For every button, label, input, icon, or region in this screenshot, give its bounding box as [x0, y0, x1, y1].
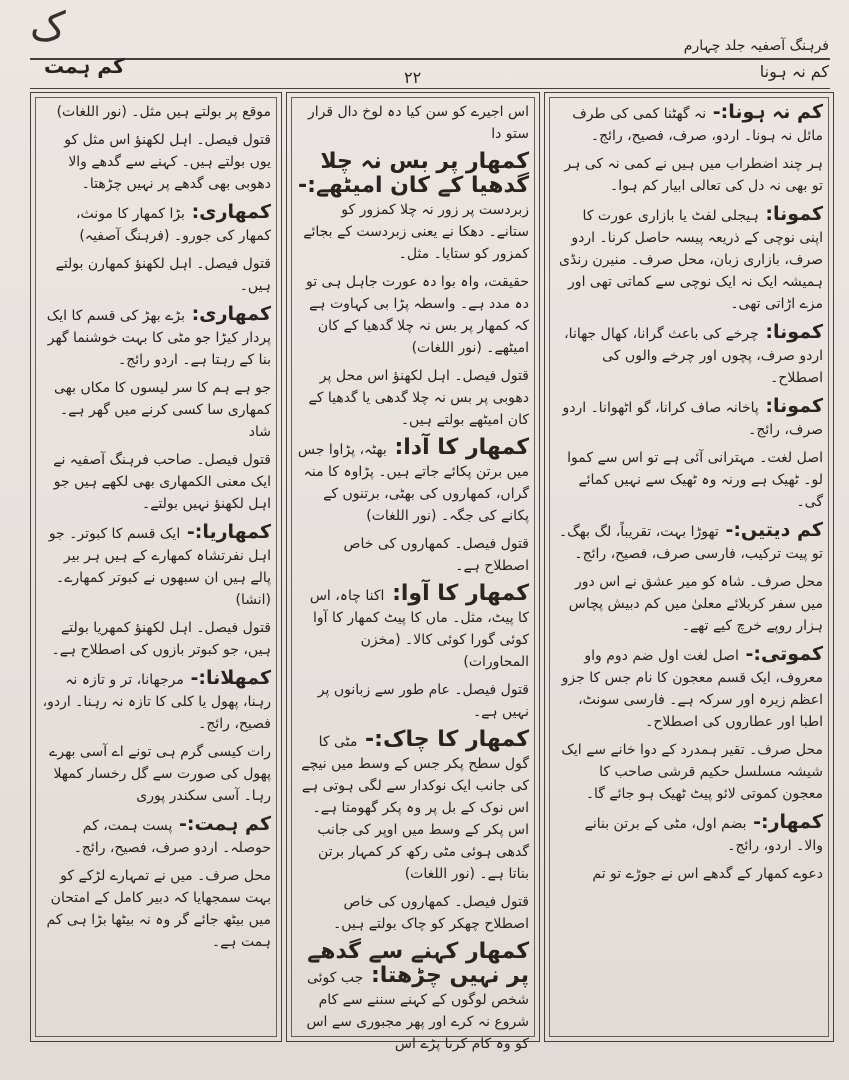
entry-headword: کمھار:- — [746, 811, 823, 833]
dictionary-entry — [297, 729, 529, 885]
dictionary-entry — [41, 101, 271, 123]
header-first-entry: کم نہ ہونا — [759, 62, 829, 81]
dictionary-entry — [41, 449, 271, 515]
entry-text: تھوڑا بہت، تقریباً، لگ بھگ۔ تو پیت ترکیب، فارسی صرف، فصیح، رائج۔ — [558, 524, 823, 562]
entry-text: بھٹہ، پڑاوا جس میں برتن پکائے جاتے ہیں۔ پڑاوہ کا منہ گراں، کمھاروں کی بھٹی، برتنوں کے پکانے کی جگہ۔ (نور اللغات) — [297, 442, 529, 524]
entry-headword: کم دیتیں:- — [718, 519, 823, 541]
dictionary-entry — [555, 519, 823, 565]
column-right — [544, 92, 834, 1042]
dictionary-entry — [297, 941, 529, 1055]
dictionary-entry — [555, 863, 823, 885]
dictionary-entry — [297, 437, 529, 527]
entry-text: قتول فیصل۔ کمھاروں کی خاص اصطلاح چھکر کو چاک بولتے ہیں۔ — [333, 894, 529, 932]
entry-text: محل صرف۔ میں نے تمہارے لڑکے کو بہت سمجھایا کہ دبیر کامل کے امتحان میں بیٹھ جائے گر وہ نہ بیٹھا بڑا ہی کم ہمت ہے۔ — [46, 868, 271, 950]
entry-headword: کم ہمت:- — [172, 813, 271, 835]
entry-headword: کموتی:- — [738, 643, 823, 665]
entry-text: اس اجیرے کو سن کیا دہ لوخ دال قرار ستو دا — [307, 104, 529, 142]
entry-headword: کمھاریا:- — [180, 521, 271, 543]
dictionary-entry — [297, 533, 529, 577]
entry-text: مٹی کا گول سطح پکر جس کے وسط میں نیچے کی جانب ایک نوکدار سے لگی ہوتی ہے اس نوک کے بل پر وہ پکر گھومتا ہے۔ اس پکر کے وسط میں اوپر کی جانب گدھی ہوئی مٹی رکھ کر کمہار برتن بناتا ہے۔ (نور اللغات) — [301, 734, 529, 882]
dictionary-entry — [555, 739, 823, 805]
dictionary-entry — [555, 153, 823, 197]
entry-text: پاخانہ صاف کرانا، گو اٹھوانا۔ اردو صرف، رائج۔ — [562, 400, 823, 438]
dictionary-entry — [297, 891, 529, 935]
entry-text: قتول فیصل۔ اہل لکھنؤ اس محل پر دھوبی پر بس نہ چلا گدھی یا گدھیا کے کان امیٹھے بولتے ہیں۔ — [308, 368, 529, 428]
page-number: ۲۲ — [404, 68, 422, 87]
dictionary-entry — [297, 365, 529, 431]
entry-headword: کمھاری: — [184, 303, 271, 325]
entry-headword: کمھار کا آوا: — [384, 581, 529, 606]
dictionary-entry — [555, 447, 823, 513]
dictionary-entry — [555, 101, 823, 147]
entry-headword: کمونا: — [758, 321, 823, 343]
entry-text: قتول فیصل۔ عام طور سے زبانوں پر نہیں ہے۔ — [317, 682, 529, 720]
dictionary-entry — [297, 151, 529, 265]
dictionary-entry — [297, 583, 529, 673]
dictionary-entry — [555, 321, 823, 389]
dictionary-entry — [41, 865, 271, 953]
entry-text: قتول فیصل۔ اہل لکھنؤ کمھریا بولتے ہیں، جو کبوتر بازوں کی اصطلاح ہے۔ — [51, 620, 271, 658]
dictionary-entry — [297, 101, 529, 145]
section-letter: ک — [30, 4, 66, 50]
entry-text: قتول فیصل۔ کمھاروں کی خاص اصطلاح ہے۔ — [343, 536, 529, 574]
dictionary-entry — [297, 271, 529, 359]
entry-headword: کم نہ ہونا:- — [706, 101, 823, 123]
entry-text: قتول فیصل۔ اہل لکھنؤ اس مثل کو یوں بولتے ہیں۔ کہنے سے گدھے والا دھوبی بھی گدھے پر نہیں چڑھتا۔ — [64, 132, 271, 192]
entry-text: محل صرف۔ شاہ کو میر عشق نے اس دور میں سفر کربلائے معلیٰ میں کم دبیش پچاس ہزار روپے خرچ کیے تھے۔ — [568, 574, 823, 634]
dictionary-entry — [41, 201, 271, 247]
entry-text: نہ گھٹنا کمی کی طرف مائل نہ ہونا۔ اردو، صرف، فصیح، رائج۔ — [572, 106, 823, 144]
entry-text: اکنا چاہ، اس کا پیٹ، مثل۔ ماں کا پیٹ کمھار کا آوا کوئی گورا کوئی کالا۔ (مخزن المحاورات) — [309, 588, 529, 670]
entries-middle — [297, 101, 529, 1052]
entry-text: زبردست پر زور نہ چلا کمزور کو ستانے۔ دھکا نے یعنی زبردست کے بجائے کمزور کو ستایا۔ مثل۔ — [303, 202, 529, 262]
entry-text: قتول فیصل۔ صاحب فرہنگ آصفیہ نے ایک معنی الکمھاری بھی لکھے ہیں جو اہل لکھنؤ نہیں بولتے۔ — [53, 452, 271, 512]
column-left — [30, 92, 282, 1042]
entry-text: ہر چند اضطراب میں ہیں نے کمی نہ کی ہر تو بھی نہ دل کی تعالی ابیار کم ہوا۔ — [564, 156, 823, 194]
dictionary-entry — [41, 303, 271, 371]
column-middle — [286, 92, 540, 1052]
entry-text: ہیجلی لفٹ یا بازاری عورت کا اپنی نوچی کے ذریعہ پیسہ حاصل کرنا۔ اردو صرف، بازاری زبان، محل صرف۔ منیرن رنڈی ہمیشہ ایک نہ ایک نوچی سے کماتی تھی اور مزے اڑاتی تھی۔ — [559, 208, 823, 312]
header-top-rule — [30, 58, 830, 60]
entry-text: قتول فیصل۔ اہل لکھنؤ کمھارن بولتے ہیں۔ — [55, 256, 271, 294]
dictionary-entry — [555, 571, 823, 637]
entry-text: جب کوئی شخص لوگوں کے کہنے سننے سے کام شروع نہ کرے اور پھر مجبوری سے اس کو وہ کام کرنا پڑے اس — [306, 970, 529, 1052]
entry-text: موقع پر بولتے ہیں مثل۔ (نور اللغات) — [56, 104, 271, 120]
entry-text: جو ہے ہم کا سر لیسوں کا مکاں بھی کمھاری سا کسی کرنے میں گھر ہے۔ شاد — [53, 380, 271, 440]
entry-headword: کمھاری: — [184, 201, 271, 223]
entry-text: چرخے کی باعث گرانا، کھال جھانا، اردو صرف، پچوں اور چرخے والوں کی اصطلاح۔ — [564, 326, 823, 386]
entry-headword: کمھار کا آدا: — [386, 435, 529, 460]
dictionary-entry — [41, 377, 271, 443]
dictionary-entry — [41, 741, 271, 807]
dictionary-entry — [41, 667, 271, 735]
entries-right — [555, 101, 823, 1033]
dictionary-entry — [555, 811, 823, 857]
entry-text: دعوے کمھار کے گدھے اس نے جوڑے تو تم — [592, 866, 823, 882]
dictionary-entry — [41, 129, 271, 195]
entry-text: اصل لغت اول ضم دوم واو معروف، ایک قسم معجون کا نام جس کا جزو اعظم زیرہ اور سرکہ ہے۔ فارسی سونٹ، اطبا اور عطاروں کی اصطلاح۔ — [561, 648, 823, 730]
entry-headword: کمونا: — [758, 395, 823, 417]
running-title: فرہنگ آصفیہ جلد چہارم — [683, 38, 829, 54]
entry-text: ایک قسم کا کبوتر۔ جو اہل نفرتشاہ کمھارے کے ہیں ہر بیر پالے ہیں ان سبھوں نے کبوتر کمھارے۔ (انشا) — [48, 526, 271, 608]
entry-text: بڑے بھڑ کی قسم کا ایک پردار کیڑا جو مٹی کا بہت خوشنما گھر بنا کے رہتا ہے۔ اردو رائج۔ — [46, 308, 271, 368]
dictionary-entry — [41, 813, 271, 859]
dictionary-entry — [297, 679, 529, 723]
entry-text: محل صرف۔ تقیر ہمدرد کے دوا خانے سے ایک شیشہ مسلسل حکیم قرشی صاحب کا معجون کموتی لائو پیٹ ٹھیک ہو جائے گا۔ — [561, 742, 823, 802]
header-bottom-rule — [30, 88, 830, 89]
entry-headword: کمونا: — [758, 203, 823, 225]
dictionary-entry — [555, 395, 823, 441]
entry-text: بضم اول، مٹی کے برتن بنانے والا۔ اردو، رائج۔ — [584, 816, 823, 854]
header-last-entry: کم ہمت — [44, 54, 125, 78]
dictionary-entry — [555, 643, 823, 733]
dictionary-entry — [41, 521, 271, 611]
entry-text: حقیقت، واہ بوا دہ عورت جاہل ہی تو دہ مدد ہے۔ واسطہ پڑا بی کہاوت ہے کہ کمھار پر بس نہ چلا گدھیا کے کان امیٹھے۔ (نور اللغات) — [305, 274, 529, 356]
entry-headword: کمھار کہنے سے گدھے پر نہیں چڑھتا: — [307, 939, 529, 988]
entry-text: رات کیسی گرم ہی تونے اے آسی بھرے پھول کی صورت سے گل رخسار کمھلا رہا۔ آسی سکندر پوری — [49, 744, 271, 804]
entry-headword: کمھلانا:- — [183, 667, 271, 689]
entry-text: اصل لغت۔ مہترانی آئی ہے تو اس سے کموا لو۔ ٹھیک ہے ورنہ وہ ٹھیک سے نہیں کمائے گی۔ — [567, 450, 823, 510]
entry-headword: کمھار پر بس نہ چلا گدھیا کے کان امیٹھے:- — [298, 149, 529, 198]
entry-headword: کمھار کا چاک:- — [357, 727, 529, 752]
entry-text: پست ہمت، کم حوصلہ۔ اردو صرف، فصیح، رائج۔ — [73, 818, 271, 856]
entry-text: مرجھانا، تر و تازہ نہ رہنا، پھول یا کلی کا تازہ نہ رہنا۔ اردو، فصیح، رائج۔ — [42, 672, 271, 732]
entry-text: بڑا کمھار کا مونث، کمھار کی جورو۔ (فرہنگ آصفیہ) — [76, 206, 271, 244]
entries-left — [41, 101, 271, 1033]
dictionary-entry — [41, 253, 271, 297]
dictionary-entry — [41, 617, 271, 661]
dictionary-entry — [555, 203, 823, 315]
